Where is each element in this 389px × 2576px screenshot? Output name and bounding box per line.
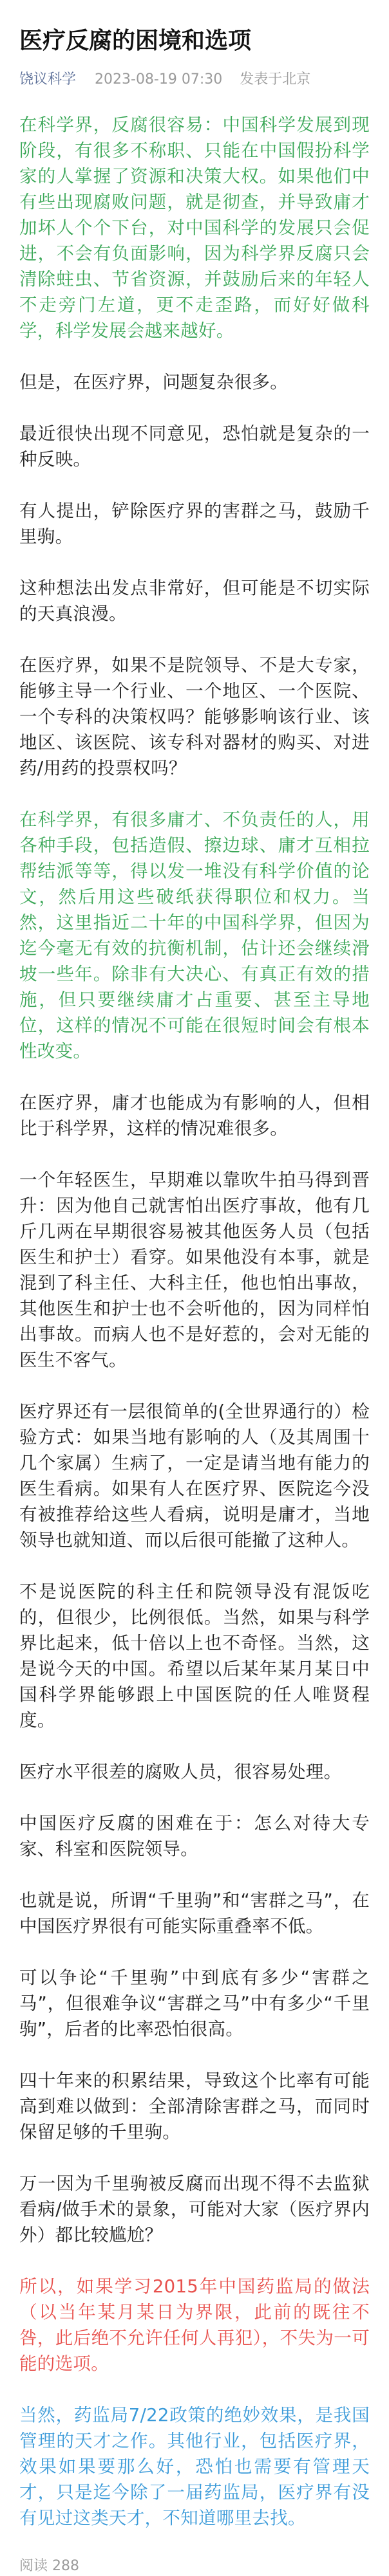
paragraph: 医疗界还有一层很简单的(全世界通行的）检验方式：如果当地有影响的人（及其周围十几个家属）生病了，一定是请当地有能力的医生看病。如果有人在医疗界、医院迄今没有被推荐给这些人看病，说明是庸才，当地领导也就知道、而以后很可能撤了这种人。 bbox=[19, 1401, 370, 1550]
paragraph: 也就是说，所谓“千里驹”和“害群之马”，在中国医疗界很有可能实际重叠率不低。 bbox=[19, 1890, 370, 1937]
paragraph: 在科学界，有很多庸才、不负责任的人，用各种手段，包括造假、擦边球、庸才互相拉帮结派等等，得以发一堆没有科学价值的论文，然后用这些破纸获得职位和权力。当然，这里指近二十年的中国科学界，但因为迄今毫无有效的抗衡机制，估计还会继续滑坡一些年。除非有大决心、有真正有效的措施，但只要继续庸才占重要、甚至主导地位，这样的情况不可能在很短时间会有根本性改变。 bbox=[19, 809, 370, 1062]
paragraph: 中国医疗反腐的困难在于：怎么对待大专家、科室和医院领导。 bbox=[19, 1813, 370, 1859]
paragraph: 但是，在医疗界，问题复杂很多。 bbox=[19, 372, 288, 392]
paragraph: 当然，药监局7/22政策的绝妙效果，是我国管理的天才之作。其他行业，包括医疗界，效果如果要那么好，恐怕也需要有管理天才，只是迄今除了一届药监局，医疗界有没有见过这类天才，不知道哪里去找。 bbox=[19, 2405, 370, 2528]
paragraph: 医疗水平很差的腐败人员，很容易处理。 bbox=[19, 1762, 342, 1782]
paragraph: 有人提出，铲除医疗界的害群之马，鼓励千里驹。 bbox=[19, 501, 370, 547]
paragraph: 四十年来的积累结果，导致这个比率有可能高到难以做到：全部清除害群之马，而同时保留足够的千里驹。 bbox=[19, 2070, 370, 2142]
paragraph: 在医疗界，庸才也能成为有影响的人，但相比于科学界，这样的情况难很多。 bbox=[19, 1092, 370, 1139]
article-title: 医疗反腐的困境和选项 bbox=[19, 28, 252, 54]
paragraph: 万一因为千里驹被反腐而出现不得不去监狱看病/做手术的景象，可能对大家（医疗界内外）都比较尴尬？ bbox=[19, 2173, 370, 2245]
paragraph: 最近很快出现不同意见，恐怕就是复杂的一种反映。 bbox=[19, 423, 370, 470]
paragraph: 可以争论“千里驹”中到底有多少“害群之马”，但很难争议“害群之马”中有多少“千里驹”，后者的比率恐怕很高。 bbox=[19, 1967, 370, 2039]
publish-location: 发表于北京 bbox=[240, 71, 311, 87]
paragraph: 这种想法出发点非常好，但可能是不切实际的天真浪漫。 bbox=[19, 578, 370, 624]
paragraph: 在医疗界，如果不是院领导、不是大专家，能够主导一个行业、一个地区、一个医院、一个专科的决策权吗？能够影响该行业、该地区、该医院、该专科对器材的购买、对进药/用药的投票权吗？ bbox=[19, 655, 370, 778]
paragraph: 所以，如果学习2015年中国药监局的做法（以当年某月某日为界限，此前的既往不咎，此后绝不允许任何人再犯），不失为一可能的选项。 bbox=[19, 2276, 370, 2374]
article-meta bbox=[19, 69, 370, 90]
read-count: 阅读 288 bbox=[19, 2558, 79, 2574]
author-link[interactable]: 饶议科学 bbox=[19, 71, 77, 87]
article-body bbox=[19, 112, 370, 2531]
paragraph: 一个年轻医生，早期难以靠吹牛拍马得到晋升：因为他自己就害怕出医疗事故，他有几斤几两在早期很容易被其他医务人员（包括医生和护士）看穿。如果他没有本事，就是混到了科主任、大科主任，他也怕出事故，其他医生和护士也不会听他的，因为同样怕出事故。而病人也不是好惹的，会对无能的医生不客气。 bbox=[19, 1170, 370, 1370]
paragraph: 不是说医院的科主任和院领导没有混饭吃的，但很少，比例很低。当然，如果与科学界比起来，低十倍以上也不奇怪。当然，这是说今天的中国。希望以后某年某月某日中国科学界能够跟上中国医院的任人唯贤程度。 bbox=[19, 1581, 370, 1731]
paragraph: 在科学界，反腐很容易：中国科学发展到现阶段，有很多不称职、只能在中国假扮科学家的人掌握了资源和决策大权。如果他们中有些出现腐败问题，就是彻查，并导致庸才加坏人个个下台，对中国科学的发展只会促进，不会有负面影响，因为科学界反腐只会清除蛀虫、节省资源，并鼓励后来的年轻人不走旁门左道，更不走歪路，而好好做科学，科学发展会越来越好。 bbox=[19, 115, 370, 341]
publish-time: 2023-08-19 07:30 bbox=[95, 71, 223, 87]
